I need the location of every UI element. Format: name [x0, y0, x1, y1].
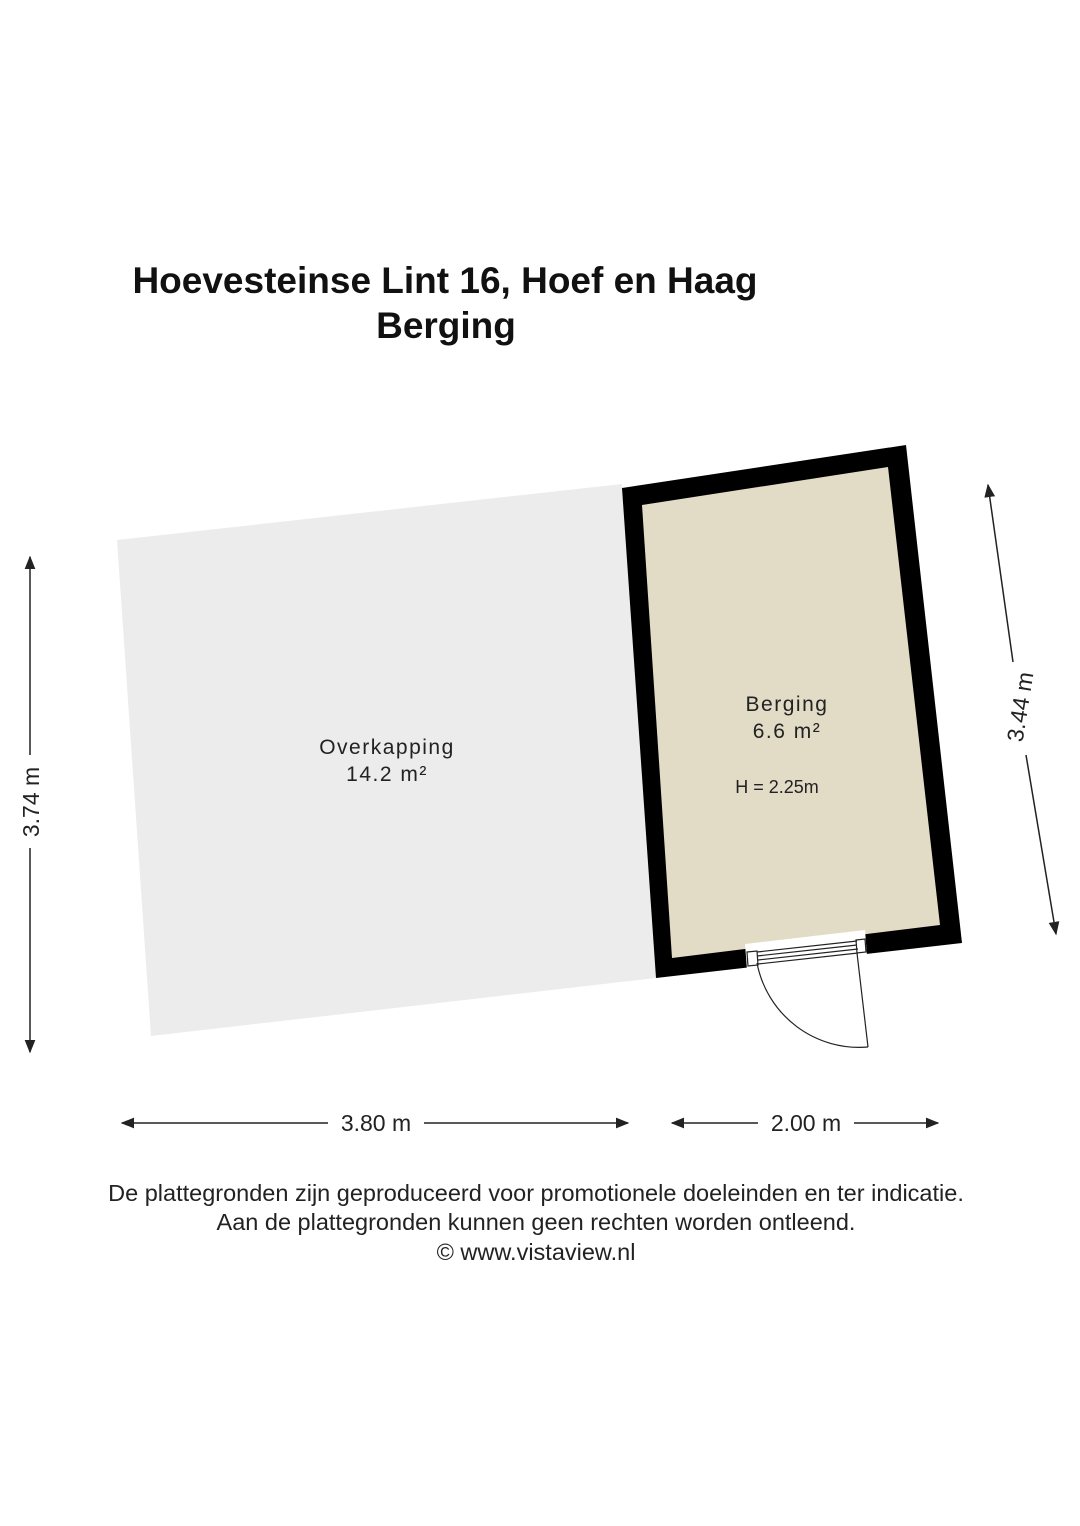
dimension-right: 3.44 m: [1001, 669, 1039, 744]
room-area-berging: 6.6 m²: [752, 720, 822, 743]
overkapping-area: [117, 484, 656, 1036]
room-height-berging: H = 2.25m: [735, 777, 819, 797]
disclaimer-line-1: De plattegronden zijn geproduceerd voor promotionele doeleinden en ter indicatie.: [108, 1180, 964, 1206]
dimension-bottom-right: 2.00 m: [770, 1110, 842, 1136]
dimension-bottom-left: 3.80 m: [340, 1110, 412, 1136]
room-name-berging: Berging: [745, 693, 829, 716]
disclaimer-line-2: Aan de plattegronden kunnen geen rechten worden ontleend.: [216, 1209, 856, 1235]
copyright: © www.vistaview.nl: [436, 1239, 636, 1265]
room-name-overkapping: Overkapping: [319, 736, 455, 759]
plan-title: Hoevesteinse Lint 16, Hoef en Haag: [132, 260, 758, 301]
plan-subtitle: Berging: [376, 305, 516, 346]
room-area-overkapping: 14.2 m²: [346, 763, 428, 786]
dimension-left: 3.74 m: [18, 766, 44, 838]
